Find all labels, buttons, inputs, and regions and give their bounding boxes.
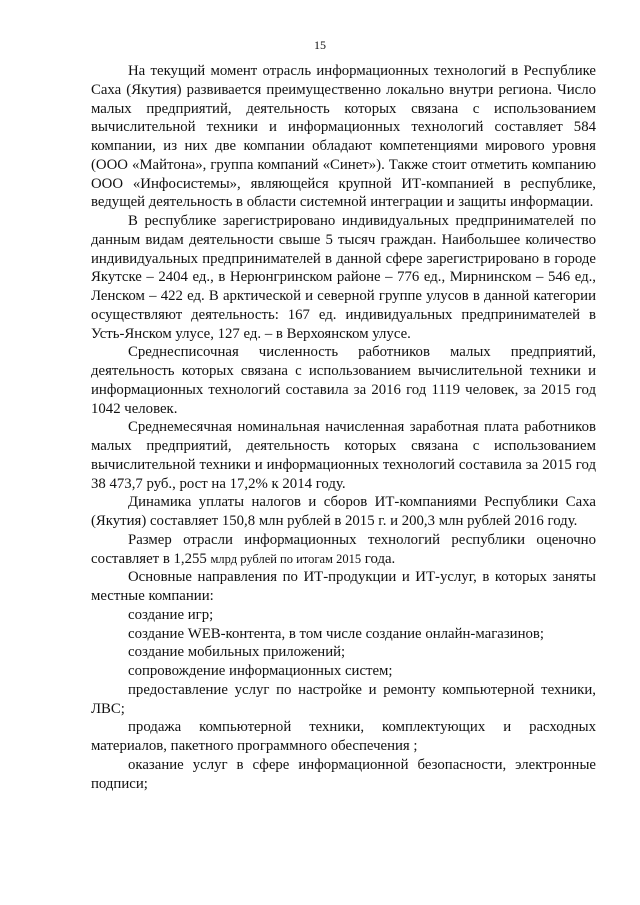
industry-size-end: года.	[364, 550, 396, 567]
list-item: сопровождение информационных систем;	[128, 663, 393, 679]
paragraph-industry-size	[91, 531, 596, 569]
list-item: создание мобильных приложений;	[128, 644, 346, 661]
document-body	[91, 62, 596, 793]
paragraph-it-industry: На текущий момент отрасль информационных технологий в Республике Саха (Якутия) развивается преимущественно локально внутри региона. Число малых предприятий, деятельность которых связана с использованием вычислительной техники и информационных технологий составляет 584 компании, из них две компании обладают компетенциями мирового уровня (ООО «Майтона», группа компаний «Синет»). Также стоит отметить компанию ООО «Инфосистемы», являющейся крупной ИТ-компанией в республике, ведущей деятельность в области системной интеграции и защиты информации.	[91, 63, 596, 211]
paragraph-taxes: Динамика уплаты налогов и сборов ИТ-компаниями Республики Саха (Якутия) составляет 150,8 млн рублей в 2015 г. и 200,3 млн рублей 2016 году.	[91, 494, 596, 529]
list-item: продажа компьютерной техники, комплектующих и расходных материалов, пакетного программного обеспечения ;	[91, 719, 596, 754]
paragraph-employee-count: Среднесписочная численность работников малых предприятий, деятельность которых связана с использованием вычислительной техники и информационных технологий составила за 2016 год 1119 человек, за 2015 год 1042 человек.	[91, 344, 596, 417]
paragraph-entrepreneurs: В республике зарегистрировано индивидуальных предпринимателей по данным видам деятельности свыше 5 тысяч граждан. Наибольшее количество индивидуальных предпринимателей в данной сфере зарегистрировано в городе Якутске – 2404 ед., в Нерюнгринском районе – 776 ед., Мирнинском – 546 ед., Ленском – 422 ед. В арктической и северной группе улусов в данной категории осуществляют деятельность: 167 ед. индивидуальных предпринимателей в Усть-Янском улусе, 127 ед. – в Верхоянском улусе.	[91, 213, 596, 342]
industry-size-small-text: млрд рублей по итогам 2015	[210, 551, 362, 566]
page-number: 15	[314, 38, 326, 52]
paragraph-salary: Среднемесячная номинальная начисленная заработная плата работников малых предприятий, деятельность которых связана с использованием вычислительной техники и информационных технологий составила за 2015 год 38 473,7 руб., рост на 17,2% к 2014 году.	[91, 419, 596, 492]
list-item: создание игр;	[128, 606, 214, 623]
paragraph-directions-intro: Основные направления по ИТ-продукции и ИТ-услуг, в которых заняты местные компании:	[91, 569, 596, 604]
list-item: создание WEB-контента, в том числе создание онлайн-магазинов;	[128, 625, 545, 642]
industry-size-text: Размер отрасли информационных технологий республики оценочно составляет в 1,255	[91, 531, 596, 567]
list-item: оказание услуг в сфере информационной безопасности, электронные подписи;	[91, 756, 596, 792]
list-item: предоставление услуг по настройке и ремонту компьютерной техники, ЛВС;	[91, 681, 596, 717]
